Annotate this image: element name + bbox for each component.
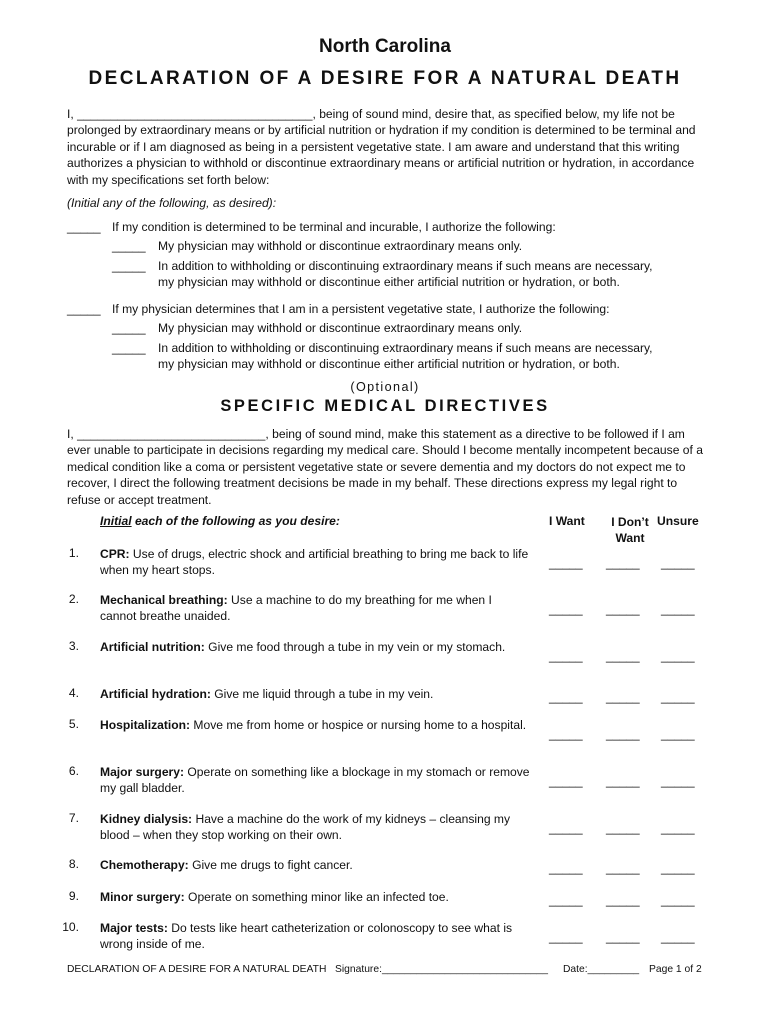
section-1-option-2-text: In addition to withholding or discontinuing extraordinary means if such means are necessary,	[158, 259, 653, 273]
item-number: 4.	[68, 686, 79, 700]
column-header-want: I Want	[549, 514, 585, 528]
item-description	[100, 920, 530, 952]
footer-doc-name: DECLARATION OF A DESIRE FOR A NATURAL DEATH	[67, 964, 327, 975]
dont-want-blank[interactable]: _____	[606, 727, 640, 741]
unsure-blank[interactable]: _____	[661, 690, 695, 704]
section-1-option-2-blank[interactable]: _____	[112, 259, 146, 273]
item-description	[100, 889, 530, 905]
declaration-intro: I, ___________________________________, being of sound mind, desire that, as specified below, my life not be prolonged by extraordinary means or by artificial nutrition or hydration if my condition is determined to be terminal and incurable or if I am diagnosed as being in a persistent vegetative state. I am aware and understand that this writing authorizes a physician to withhold or discontinue extraordinary means or artificial nutrition or hydration, in accordance with my specifications set forth below:	[67, 107, 696, 187]
section-2-option-1-text: My physician may withhold or discontinue extraordinary means only.	[158, 321, 523, 335]
item-text: Do tests like heart catheterization or colonoscopy to see what is wrong inside of me.	[100, 921, 513, 951]
item-label: Kidney dialysis:	[100, 812, 193, 826]
item-description	[100, 686, 530, 702]
footer-signature[interactable]: Signature:_____________________________	[335, 964, 549, 975]
directives-intro: I, ____________________________, being of sound mind, make this statement as a directive to be followed if I am ever unable to participate in decisions regarding my medical care. Should I become mentally incompetent because of a medical condition like a coma or persistent vegetative state or severe dementia and my doctors do not expect me to recover, I direct the following treatment decisions be made in my behalf. These directions express my legal right to refuse or accept treatment.	[67, 427, 703, 507]
dont-want-blank[interactable]: _____	[606, 821, 640, 835]
section-2-option-2-text-cont: my physician may withhold or discontinue either artificial nutrition or hydration, or both.	[158, 357, 620, 371]
item-number: 8.	[68, 857, 79, 871]
section-2-blank[interactable]: _____	[67, 302, 101, 316]
column-header-dont-want	[604, 514, 656, 546]
item-text: Operate on something like a blockage in my stomach or remove my gall bladder.	[100, 765, 530, 795]
dont-want-blank[interactable]: _____	[606, 602, 640, 616]
item-text: Give me drugs to fight cancer.	[188, 858, 353, 872]
item-label: Hospitalization:	[100, 718, 191, 732]
item-text: Operate on something minor like an infected toe.	[184, 890, 449, 904]
unsure-blank[interactable]: _____	[661, 893, 695, 907]
initial-instruction: (Initial any of the following, as desired):	[67, 196, 277, 210]
directives-title: SPECIFIC MEDICAL DIRECTIVES	[220, 397, 550, 415]
item-number: 2.	[68, 592, 79, 606]
column-header-dont-line1: I Don’t	[611, 515, 649, 529]
unsure-blank[interactable]: _____	[661, 774, 695, 788]
item-number: 5.	[68, 717, 79, 731]
footer-page-number: Page 1 of 2	[649, 964, 702, 975]
item-number: 3.	[68, 639, 79, 653]
unsure-blank[interactable]: _____	[661, 556, 695, 570]
want-blank[interactable]: _____	[549, 727, 583, 741]
item-text: Give me food through a tube in my vein or my stomach.	[204, 640, 506, 654]
want-blank[interactable]: _____	[549, 556, 583, 570]
section-2-option-2-text: In addition to withholding or discontinuing extraordinary means if such means are necessary,	[158, 341, 653, 355]
item-description	[100, 857, 530, 873]
want-blank[interactable]: _____	[549, 649, 583, 663]
dont-want-blank[interactable]: _____	[606, 893, 640, 907]
want-blank[interactable]: _____	[549, 893, 583, 907]
dont-want-blank[interactable]: _____	[606, 556, 640, 570]
column-header-dont-line2: Want	[615, 531, 645, 545]
item-number: 9.	[68, 889, 79, 903]
initial-instruction-rest: each of the following as you desire:	[131, 514, 340, 528]
item-label: Chemotherapy:	[100, 858, 189, 872]
item-text: Use of drugs, electric shock and artificial breathing to bring me back to life when my heart stops.	[100, 547, 529, 577]
dont-want-blank[interactable]: _____	[606, 649, 640, 663]
footer-date[interactable]: Date:_________	[563, 964, 640, 975]
item-description	[100, 546, 530, 578]
item-description	[100, 764, 530, 796]
item-label: CPR:	[100, 547, 130, 561]
item-label: Artificial hydration:	[100, 687, 211, 701]
unsure-blank[interactable]: _____	[661, 861, 695, 875]
item-label: Mechanical breathing:	[100, 593, 228, 607]
want-blank[interactable]: _____	[549, 602, 583, 616]
unsure-blank[interactable]: _____	[661, 649, 695, 663]
table-header-instruction	[100, 514, 340, 528]
section-2-text: If my physician determines that I am in a persistent vegetative state, I authorize the following:	[112, 302, 610, 316]
item-number: 6.	[68, 764, 79, 778]
item-label: Artificial nutrition:	[100, 640, 205, 654]
want-blank[interactable]: _____	[549, 861, 583, 875]
item-number: 10.	[62, 920, 79, 934]
dont-want-blank[interactable]: _____	[606, 774, 640, 788]
item-number: 1.	[68, 546, 79, 560]
column-header-unsure: Unsure	[657, 514, 699, 528]
want-blank[interactable]: _____	[549, 821, 583, 835]
item-label: Major tests:	[100, 921, 168, 935]
item-description	[100, 639, 530, 655]
section-1-blank[interactable]: _____	[67, 220, 101, 234]
item-text: Move me from home or hospice or nursing home to a hospital.	[190, 718, 527, 732]
item-description	[100, 811, 530, 843]
section-1-option-2-text-cont: my physician may withhold or discontinue either artificial nutrition or hydration, or both.	[158, 275, 620, 289]
item-description	[100, 592, 530, 624]
item-number: 7.	[68, 811, 79, 825]
want-blank[interactable]: _____	[549, 930, 583, 944]
item-text: Use a machine to do my breathing for me when I cannot breathe unaided.	[100, 593, 492, 623]
item-label: Minor surgery:	[100, 890, 185, 904]
initial-word: Initial	[100, 514, 132, 528]
dont-want-blank[interactable]: _____	[606, 690, 640, 704]
state-title: North Carolina	[319, 36, 451, 57]
section-1-text: If my condition is determined to be terminal and incurable, I authorize the following:	[112, 220, 556, 234]
section-2-option-2-blank[interactable]: _____	[112, 341, 146, 355]
want-blank[interactable]: _____	[549, 690, 583, 704]
item-text: Give me liquid through a tube in my vein.	[210, 687, 434, 701]
unsure-blank[interactable]: _____	[661, 727, 695, 741]
document-title: DECLARATION OF A DESIRE FOR A NATURAL DEATH	[88, 68, 682, 89]
item-description	[100, 717, 530, 733]
want-blank[interactable]: _____	[549, 774, 583, 788]
dont-want-blank[interactable]: _____	[606, 861, 640, 875]
unsure-blank[interactable]: _____	[661, 930, 695, 944]
optional-label: (Optional)	[350, 380, 420, 394]
section-2-option-1-blank[interactable]: _____	[112, 321, 146, 335]
unsure-blank[interactable]: _____	[661, 602, 695, 616]
section-1-option-1-blank[interactable]: _____	[112, 239, 146, 253]
dont-want-blank[interactable]: _____	[606, 930, 640, 944]
item-text: Have a machine do the work of my kidneys – cleansing my blood – when they stop working on their own.	[100, 812, 511, 842]
unsure-blank[interactable]: _____	[661, 821, 695, 835]
item-label: Major surgery:	[100, 765, 185, 779]
section-1-option-1-text: My physician may withhold or discontinue extraordinary means only.	[158, 239, 523, 253]
